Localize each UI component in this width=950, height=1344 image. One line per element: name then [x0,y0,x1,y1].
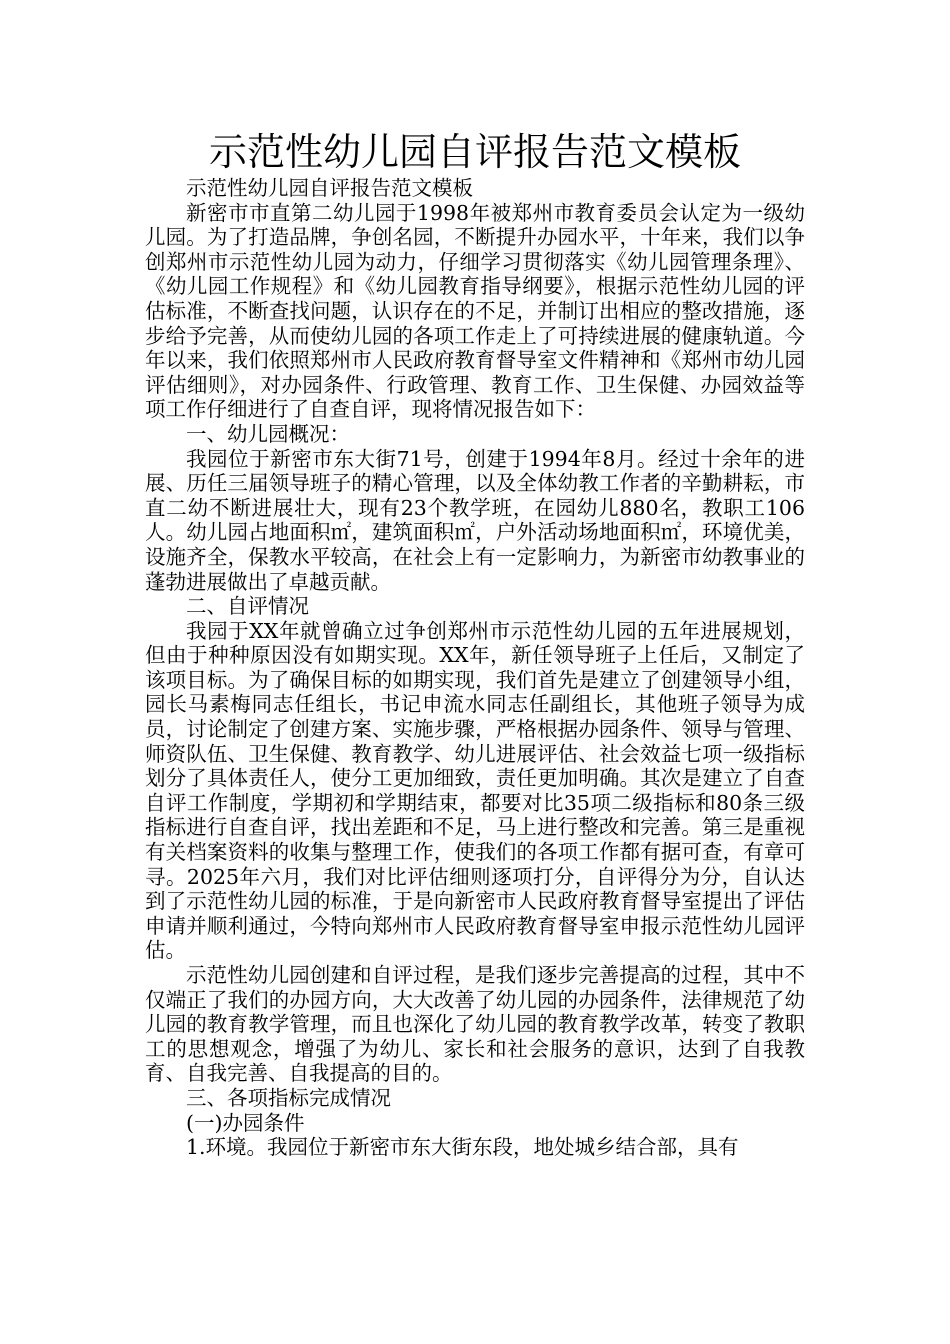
section-heading-indicators: 三、各项指标完成情况 [186,1085,391,1110]
paragraph-self-evaluation: 我园于XX年就曾确立过争创郑州市示范性幼儿园的五年进展规划，但由于种种原因没有如期实现。XX年，新任领导班子上任后，又制定了该项目标。为了确保目标的如期实现，我们首先是建立了创建领导小组，园长马素梅同志任组长，书记申流水同志任副组长，其他班子领导为成员，讨论制定了创建方案、实施步骤，严格根据办园条件、领导与管理、师资队伍、卫生保健、教育教学、幼儿进展评估、社会效益七项一级指标划分了具体责任人，使分工更加细致，责任更加明确。其次是建立了自查自评工作制度，学期初和学期结束，都要对比35项二级指标和80条三级指标进行自查自评，找出差距和不足，马上进行整改和完善。第三是重视有关档案资料的收集与整理工作，使我们的各项工作都有据可查，有章可寻。2025年六月，我们对比评估细则逐项打分，自评得分为分，自认达到了示范性幼儿园的标准，于是向新密市人民政府教育督导室提出了评估申请并顺利通过，今特向郑州市人民政府教育督导室申报示范性幼儿园评估。 [145,618,805,963]
paragraph-intro: 新密市市直第二幼儿园于1998年被郑州市教育委员会认定为一级幼儿园。为了打造品牌，争创名园，不断提升办园水平，十年来，我们以争创郑州市示范性幼儿园为动力，仔细学习贯彻落实《幼儿园管理条理》、《幼儿园工作规程》和《幼儿园教育指导纲要》，根据示范性幼儿园的评估标准，不断查找问题，认识存在的不足，并制订出相应的整改措施，逐步给予完善，从而使幼儿园的各项工作走上了可持续进展的健康轨道。今年以来，我们依照郑州市人民政府教育督导室文件精神和《郑州市幼儿园评估细则》，对办园条件、行政管理、教育工作、卫生保健、办园效益等项工作仔细进行了自查自评，现将情况报告如下： [145,200,805,422]
subsection-heading-conditions: (一)办园条件 [186,1110,305,1135]
paragraph-subtitle: 示范性幼儿园自评报告范文模板 [186,176,473,200]
section-heading-overview: 一、幼儿园概况： [186,421,350,446]
paragraph-overview: 我园位于新密市东大街71号，创建于1994年8月。经过十余年的进展、历任三届领导班子的精心管理，以及全体幼教工作者的辛勤耕耘，市直二幼不断进展壮大，现有23个教学班，在园幼儿880名，教职工106人。幼儿园占地面积㎡，建筑面积㎡，户外活动场地面积㎡，环境优美，设施齐全，保教水平较高，在社会上有一定影响力，为新密市幼教事业的蓬勃进展做出了卓越贡献。 [145,446,805,594]
section-heading-self-evaluation: 二、自评情况 [186,594,309,619]
paragraph-process: 示范性幼儿园创建和自评过程，是我们逐步完善提高的过程，其中不仅端正了我们的办园方向，大大改善了幼儿园的办园条件，法律规范了幼儿园的教育教学管理，而且也深化了幼儿园的教育教学改革，转变了教职工的思想观念，增强了为幼儿、家长和社会服务的意识，达到了自我教育、自我完善、自我提高的目的。 [145,963,805,1086]
document-body [145,176,805,1160]
document-title: 示范性幼儿园自评报告范文模板 [208,130,741,174]
paragraph-environment: 1.环境。我园位于新密市东大街东段，地处城乡结合部，具有 [186,1135,739,1160]
